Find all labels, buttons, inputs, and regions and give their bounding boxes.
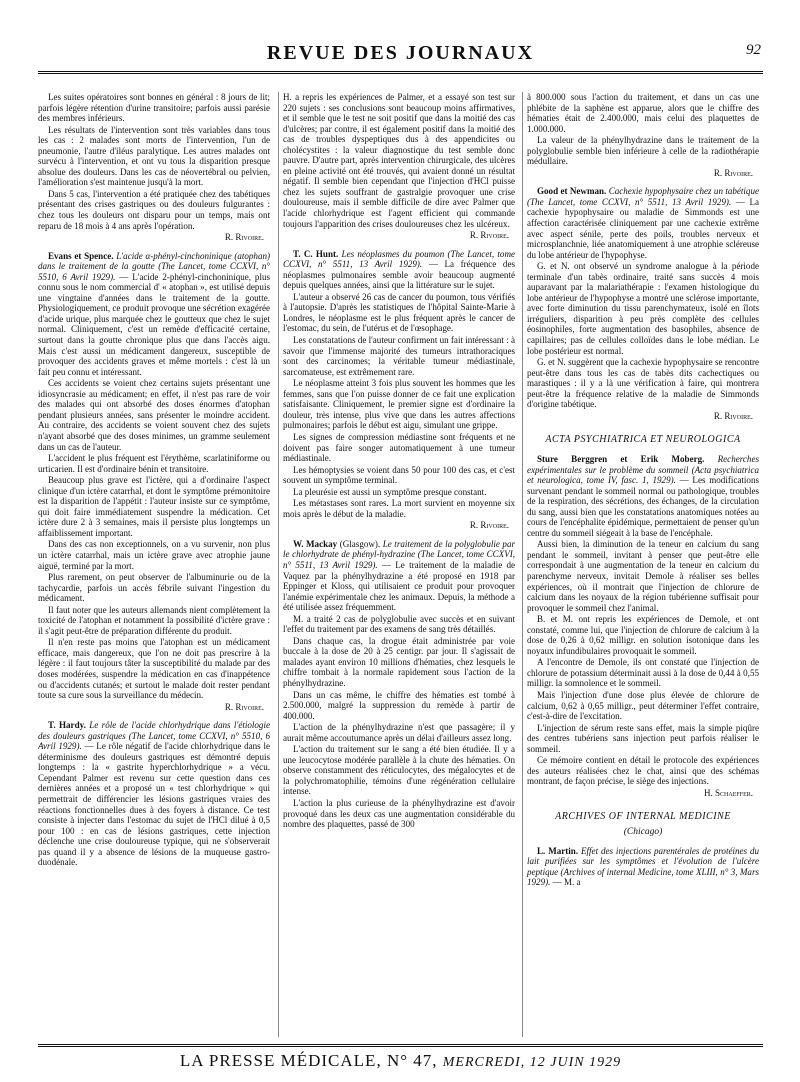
paragraph: G. et N. suggèrent que la cachexie hypophysaire se rencontre peut-être dans tous les cas de tabès dits cachectiques ou marastiques : il y a là une vérification à faire, qui montrera peut-être la fréquence relative de la maladie de Simmonds d'origine tabétique. <box>527 357 759 410</box>
paragraph: — Le rôle négatif de l'acide chlorhydrique dans le déterminisme des douleurs gastriques est démontré depuis longtemps : la « gastrite hyperchlorhydrique » a vécu. Cependant Palmer est revenu sur cette question dans ces dernières années et a proposé un « test chlorhydrique » qui permettrait de différencier les lésions gastriques vraies des réactions fonctionnelles dues à des foyers à distance. Ce test consiste à injecter dans l'estomac du sujet de l'HCl dilué à 0,5 pour 100 : en cas de lésions gastriques, cette injection déclenche une crise douloureuse typique, qui ne s'observerait pas quand il y a absence de lésions de la muqueuse gastro-duodénale. <box>38 741 270 868</box>
paragraph: — L'acide 2-phényl-cinchoninique, plus connu sous le nom commercial d' « atophan », est utilisé depuis une vingtaine d'années dans le traitement de la goutte. Physiologiquement, ce produit provoque une sécrétion exagérée d'acide urique, plus marquée chez le goutteux que chez le sujet normal. Cliniquement, c'est un remède d'efficacité certaine, surtout dans la goutte chronique plus que dans l'accès aigu. Mais c'est aussi un médicament dangereux, susceptible de provoquer des accidents graves et même mortels : c'est là un fait peu connu et intéressant. <box>38 271 270 377</box>
paragraph: — La fréquence des néoplasmes pulmonaires semble avoir beaucoup augmenté depuis quelques années, ainsi que la littérature sur le sujet. <box>283 259 515 291</box>
paragraph: — Les modifications survenant pendant le sommeil normal ou pathologique, troubles de la respiration, des sécrétions, des échanges, de la circulation du sang, aussi bien que les constatations anatomiques notées au cours de l'encéphalite épidémique, permettaient de penser qu'un centre du sommeil siégeait à la base de l'encéphale. <box>527 475 759 538</box>
paragraph: Beaucoup plus grave est l'ictère, qui a d'ordinaire l'aspect clinique d'un ictère catarrhal, et dont le symptôme prémonitoire est la disparition de l'appétit : l'auteur insiste sur ce symptôme, qui doit faire immédiatement suspendre la médication. Cet ictère dure 2 à 3 semaines, mais il persiste plus longtemps un affaiblissement important. <box>38 475 270 538</box>
paragraph: Les résultats de l'intervention sont très variables dans tous les cas : 2 malades sont morts de l'intervention, l'un de pneumonie, l'autre d'iléus paralytique. Les autres malades ont survécu à l'intervention, et ont vu tous la disparition presque absolue des douleurs. Dans les cas de néovertébral ou pelvien, l'amélioration s'est maintenue jusqu'à la mort. <box>38 124 270 188</box>
paragraph: à 800.000 sous l'action du traitement, et dans un cas une phlébite de la saphène est apparue, alors que le chiffre des hématies était de 2.400.000, mais celui des plaquettes de 1.000.000. <box>527 92 759 134</box>
paragraph: La valeur de la phénylhydrazine dans le traitement de la polyglobulie semble bien inférieure à celle de la radiothérapie médullaire. <box>527 135 759 167</box>
paragraph: Il n'en reste pas moins que l'atophan est un médicament efficace, mais dangereux, que l'on ne doit pas prescrire à la légère : il faut toujours tâter la susceptibilité du malade par des doses modérées, suspendre la médication en cas d'inappétence ou d'accidents cutanés; et surtout le malade doit rester pendant toute sa cure sous la surveillance du médecin. <box>38 637 270 701</box>
article-title: Effet des injections parentérales de protéines du lait purifiées sur les symptômes et l'évolution de l'ulcère peptique (Archives of internal Medicine, tome XLIII, n° 3, Mars 1929). <box>527 845 759 888</box>
article-title: Les néoplasmes du poumon (The Lancet, tome CCXVI, n° 5511, 13 Avril 1929). <box>283 248 515 270</box>
article-authors: Sture Berggren et Erik Moberg. <box>537 453 705 464</box>
paragraph: Ces accidents se voient chez certains sujets présentant une idiosyncrasie au médicament; en effet, il n'est pas rare de voir des malades qui ont absorbé des doses énormes d'atophan pendant plusieurs années, sans présenter le moindre accident. Au contraire, des accidents se voient souvent chez des sujets n'ayant absorbé que des doses minimes, un gramme seulement dans un cas de l'auteur. <box>38 378 270 452</box>
paragraph: — Le traitement de la maladie de Vaquez par la phénylhydrazine a été proposé en 1918 par Eppinger et Kloss, qui utilisaient ce produit pour provoquer l'anémie expérimentale chez les animaux. Depuis, la méthode a été utilisée assez fréquemment. <box>283 559 515 613</box>
paragraph: Dans chaque cas, la drogue était administrée par voie buccale à la dose de 20 à 25 centigr. par jour. Il s'agissait de malades ayant environ 10 millions d'hématies, chez lesquels le chiffre tombait à la normale rapidement sous l'action de la phénylhydrazine. <box>283 635 515 688</box>
signature: R. Rivoire. <box>469 230 509 241</box>
signature: R. Rivoire. <box>224 701 264 712</box>
article-authors: T. C. Hunt. <box>293 248 339 259</box>
paragraph: Les suites opératoires sont bonnes en général : 8 jours de lit; parfois légère rétention d'urine transitoire; parfois aussi parésie des membres inférieurs. <box>38 92 270 124</box>
paragraph: Dans 5 cas, l'intervention a été pratiquée chez des tabétiques présentant des crises gastriques ou des douleurs fulgurantes : chez tous les douleurs ont disparu pour un temps, mais ont reparu de 18 mois à 4 ans après l'opération. <box>38 188 270 231</box>
article-authors: T. Hardy. <box>48 720 86 731</box>
paragraph: A l'encontre de Demole, ils ont constaté que l'injection de chlorure de potassium déterminait aussi à la dose de 0,44 à 0,55 milligr. la somnolence et le sommeil. <box>527 657 759 689</box>
paragraph: M. a traité 2 cas de polyglobulie avec succès et en suivant l'effet du traitement par des examens de sang très détaillés. <box>283 613 515 635</box>
paragraph: L'accident le plus fréquent est l'érythème, scarlatiniforme ou urticarien. Il est d'ordinaire bénin et transitoire. <box>38 453 270 474</box>
signature: R. Rivoire. <box>469 520 509 531</box>
article-title: L'acide α-phényl-cinchoninique (atophan) dans le traitement de la goutte (The Lancet, tome CCXVI, n° 5510, 6 Avril 1929). <box>38 250 270 282</box>
column-3 <box>527 92 759 1042</box>
signature: R. Rivoire. <box>224 232 264 243</box>
issue-date: MERCREDI, 12 JUIN 1929 <box>442 1055 622 1070</box>
paragraph: Les hémoptysies se voient dans 50 pour 100 des cas, et c'est souvent un symptôme terminal. <box>283 464 515 486</box>
paragraph: Ce mémoire contient en détail le protocole des expériences des auteurs réalisées chez le chat, ainsi que des schémas montrant, de façon précise, le siège des injections. <box>527 755 759 787</box>
paragraph: L'action du traitement sur le sang a été bien étudiée. Il y a une leucocytose modérée parallèle à la chute des hématies. On observe constamment des réticulocytes, des mégalocytes et de la polychromatophilie, témoins d'une régénération cellulaire intense. <box>283 744 515 797</box>
article-columns <box>38 92 763 1042</box>
paragraph: Les signes de compression médiastine sont fréquents et ne doivent pas faire songer automatiquement à une tumeur médiastinale. <box>283 431 515 464</box>
article-title: Recherches expérimentales sur le problème du sommeil (Acta psychiatrica et neurologica, tome IV, fasc. 1, 1929). <box>527 453 759 486</box>
article-martin <box>527 846 759 888</box>
article-evans-spence <box>38 251 270 713</box>
paragraph: L'injection de sérum reste sans effet, mais la simple piqûre des centres tubériens sans injection peut parfois réaliser le sommeil. <box>527 722 759 754</box>
article-authors: Good et Newman. <box>537 186 607 197</box>
page-footer <box>38 1044 763 1077</box>
paragraph: Le néoplasme atteint 3 fois plus souvent les hommes que les femmes, sans que l'on puisse donner de ce fait une explication satisfaisante. Cliniquement, le premier signe est d'ordinaire la douleur, très intense, plus vive que dans les autres affections pulmonaires; parfois le début est aigu, simulant une grippe. <box>283 378 515 431</box>
page-number: 92 <box>746 42 761 58</box>
article-title: Le traitement de la polyglobulie par le chlorhydrate de phényl-hydrazine (The Lancet, tome CCXVI, n° 5511, 13 Avril 1929). <box>283 538 515 570</box>
article-authors: Evans et Spence. <box>48 250 114 261</box>
article-good-newman <box>527 186 759 421</box>
paragraph: L'action la plus curieuse de la phénylhydrazine est d'avoir provoqué dans les deux cas une augmentation considérable du nombre des plaquettes, passé de 300 <box>283 798 515 830</box>
article-hardy <box>38 720 270 868</box>
paragraph: Plus rarement, on peut observer de l'albuminurie ou de la tachycardie, parfois un accès fébrile suivant l'ingestion du médicament. <box>38 572 270 604</box>
section-heading: ARCHIVES OF INTERNAL MEDICINE <box>555 811 731 823</box>
journal-name: LA PRESSE MÉDICALE, N° 47, <box>179 1051 438 1070</box>
paragraph: Les constatations de l'auteur confirment un fait intéressant : à savoir que l'immense majorité des tumeurs intrathoraciques sont des carcinomes; la véritable tumeur médiastinale, sarcomateuse, est extrêmement rare. <box>283 335 515 377</box>
signature: H. Schaeffer. <box>703 787 753 798</box>
footer-line <box>38 1051 763 1071</box>
article-authors: W. Mackay <box>293 538 338 549</box>
paragraph: — La cachexie hypophysaire ou maladie de Simmonds est une affection caractérisée cliniquement par une cachexie extrême avec aspect sénile, perte des poils, troubles nerveux et microsplanchnie, liée anatomiquement à une atrophie scléreuse du lobe antérieur de l'hypophyse. <box>527 196 759 260</box>
paragraph: Dans un cas même, le chiffre des hématies est tombé à 2.500.000, malgré la suppression du remède à partir de 400.000. <box>283 689 515 721</box>
paragraph: B. et M. ont repris les expériences de Demole, et ont constaté, comme lui, que l'injection de chlorure de calcium à la dose de 0,26 à 0,62 milligr. en solution isotonique dans les noyaux infundibulaires provoquait le sommeil. <box>527 614 759 656</box>
column-2 <box>283 92 515 1042</box>
paragraph: L'auteur a observé 26 cas de cancer du poumon, tous vérifiés à l'autopsie. D'après les statistiques de l'hôpital Sainte-Marie à Londres, le néoplasme est le plus fréquent après le cancer de l'estomac, du sein, de l'utérus et de l'œsophage. <box>283 291 515 334</box>
paragraph: H. a repris les expériences de Palmer, et a essayé son test sur 220 sujets : ses conclusions sont beaucoup moins affirmatives, et il semble que le test ne soit positif que dans la moitié des cas d'ulcères; par contre, il est également positif dans la moitié des cas de troubles dyspeptiques dus à des appendicites ou cholécystites : la valeur diagnostique du test semble donc pauvre. D'autre part, après intervention chirurgicale, des ulcères en pleine activité ont été trouvés, qui avaient donné un résultat négatif. Il semble bien cependant que l'injection d'HCl puisse chez les sujets souffrant de gastralgie provoquer une crise douloureuse, mais il semble difficile de dire avec Palmer que l'acide chlorhydrique est l'agent efficient qui commande toujours l'apparition des crises douloureuses chez les ulcéreux. <box>283 92 515 229</box>
article-hunt <box>283 249 515 531</box>
paragraph: Aussi bien, la diminution de la teneur en calcium du sang pendant le sommeil, invitant à penser que peut-être elle correspondait à une augmentation de la teneur en calcium du parenchyme nerveux, invitait Demole à réaliser ses belles expériences, où il montrait que l'injection de chlorure de calcium dans les noyaux de la région tubérienne suffisait pour provoquer le sommeil chez l'animal. <box>527 539 759 613</box>
paragraph: Les métastases sont rares. La mort survient en moyenne six mois après le début de la maladie. <box>283 498 515 519</box>
header-rule <box>38 71 763 74</box>
paragraph: Il faut noter que les auteurs allemands nient complètement la toxicité de l'atophan et notamment la possibilité d'ictère grave : il s'agit peut-être de préparation différente du produit. <box>38 604 270 636</box>
signature: R. Rivoire. <box>713 410 753 421</box>
signature: R. Rivoire. <box>713 167 753 178</box>
section-subheading: (Chicago) <box>623 827 663 837</box>
paragraph: La pleurésie est aussi un symptôme presque constant. <box>293 486 487 497</box>
article-title: Le rôle de l'acide chlorhydrique dans l'étiologie des douleurs gastriques (The Lancet, tome CCXVI, n° 5510, 6 Avril 1929). <box>38 720 270 752</box>
paragraph: — M. a <box>552 877 581 888</box>
paragraph: Mais l'injection d'une dose plus élevée de chlorure de calcium, 0,62 à 0,65 milligr., peut déterminer l'effet contraire, c'est-à-dire de l'excitation. <box>527 689 759 722</box>
article-mackay <box>283 539 515 830</box>
journal-section-title: REVUE DES JOURNAUX <box>266 42 535 64</box>
paragraph: Dans des cas non exceptionnels, on a vu survenir, non plus un ictère catarrhal, mais un ictère grave avec atrophie jaune aiguë, terminé par la mort. <box>38 539 270 571</box>
article-berggren-moberg <box>527 454 759 799</box>
article-place: (Glasgow). <box>339 538 381 549</box>
paragraph: L'action de la phénylhydrazine n'est que passagère; il y aurait même accoutumance après un délai d'ailleurs assez long. <box>283 722 515 743</box>
article-title: Cachexie hypophysaire chez un tabétique (The Lancet, tome CCXVI, n° 5511, 13 Avril 1929). <box>527 186 759 207</box>
paragraph: G. et N. ont observé un syndrome analogue à la période terminale d'un tabès ordinaire, traité sans succès 4 mois auparavant par la malariathérapie : l'examen histologique du lobe antérieur de l'hypophyse a montré une sclérose importante, avec forte diminution du tissu parenchymateux, isolé en îlots irréguliers, disparition à peu près complète des cellules éosinophiles, forte augmentation des basophiles, absence de capillaires; pas de cellules colloïdes dans le lobe médian. Le lobe postérieur est normal. <box>527 261 759 356</box>
page-header <box>38 34 763 68</box>
section-heading: ACTA PSYCHIATRICA ET NEUROLOGICA <box>545 434 741 446</box>
column-1 <box>38 92 270 1042</box>
article-authors: L. Martin. <box>537 845 579 856</box>
